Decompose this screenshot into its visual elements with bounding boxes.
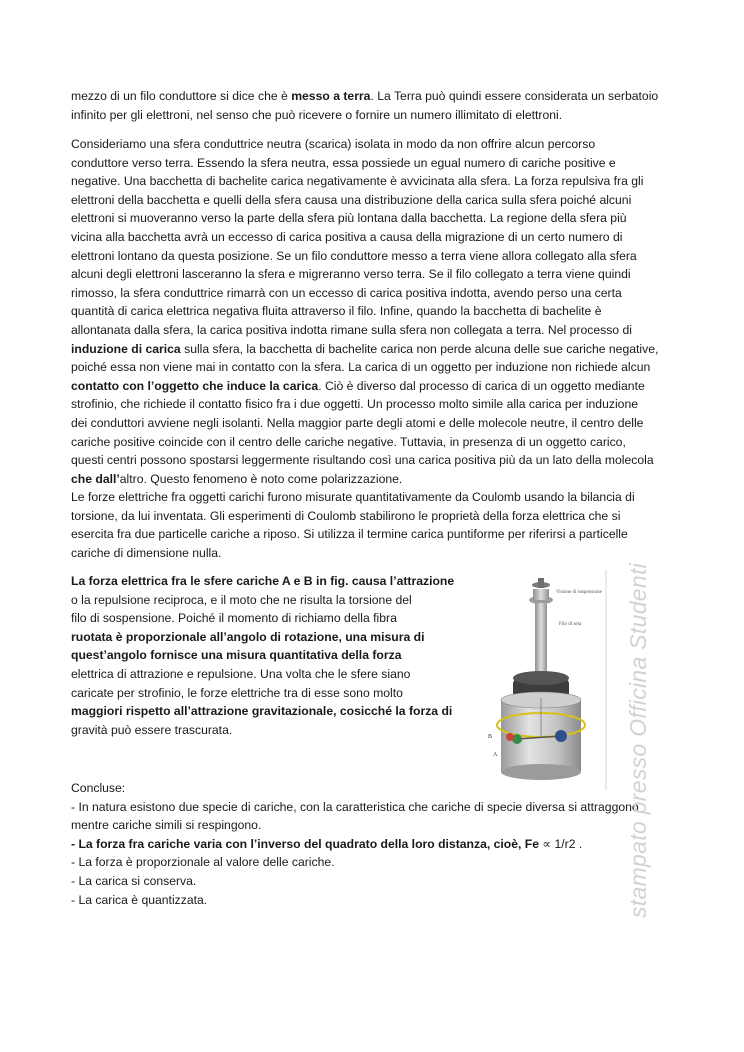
text-line bbox=[71, 284, 677, 303]
figure-label-b: B bbox=[488, 734, 493, 740]
bold-text-segment: - La forza fra cariche varia con l’inverso del quadrato della loro distanza, cioè, Fe bbox=[71, 836, 540, 851]
text-line bbox=[71, 798, 677, 817]
text-segment: quantità di carica elettrica negativa fluita attraverso il filo. Infine, quando la bacchetta di bachelite è bbox=[71, 304, 602, 319]
text-line bbox=[71, 135, 677, 154]
bold-text-segment: maggiori rispetto all’attrazione gravitazionale, cosicché la forza di bbox=[71, 704, 453, 719]
text-line bbox=[71, 321, 677, 340]
text-segment: rimosso, la sfera conduttrice rimarrà con un eccesso di carica positiva indotta, avendo perso una certa bbox=[71, 285, 622, 300]
text-line bbox=[71, 525, 677, 544]
text-line bbox=[71, 265, 677, 284]
text-segment: Consideriamo una sfera conduttrice neutra (scarica) isolata in modo da non offrire alcun percorso bbox=[71, 137, 596, 151]
text-line bbox=[71, 433, 677, 452]
text-line bbox=[71, 609, 443, 628]
figure-label-a: A bbox=[493, 752, 498, 758]
text-segment: . La Terra può quindi essere considerata un serbatoio bbox=[370, 89, 659, 103]
text-line bbox=[71, 247, 677, 266]
text-line bbox=[71, 358, 677, 377]
text-line bbox=[71, 172, 677, 191]
text-segment: mezzo di un filo conduttore si dice che è bbox=[71, 89, 292, 103]
text-segment: dei conduttori avviene negli isolanti. Nella maggior parte degli atomi e delle molecole neutre, il centro delle bbox=[71, 415, 644, 430]
text-line bbox=[71, 302, 677, 321]
paragraph-torsion-balance bbox=[71, 572, 455, 739]
text-line bbox=[71, 572, 455, 591]
text-segment: allontanata dalla sfera, la carica positiva indotta rimane sulla sfera non collegata a terra. Nel processo di bbox=[71, 322, 632, 337]
text-segment: infinito per gli elettroni, nel senso che può ricevere o fornire un numero illimitato di elettroni. bbox=[71, 107, 563, 122]
watermark bbox=[590, 540, 680, 920]
text-line bbox=[71, 665, 443, 684]
text-line bbox=[71, 228, 677, 247]
paragraph-grounding bbox=[71, 87, 677, 124]
text-segment: Le forze elettriche fra oggetti carichi furono misurate quantitativamente da Coulomb usando la bilancia di bbox=[71, 490, 635, 504]
text-segment: altro. Questo fenomeno è noto come polarizzazione. bbox=[119, 471, 403, 486]
text-segment: - In natura esistono due specie di cariche, con la caratteristica che cariche di specie diversa si attraggono bbox=[71, 799, 639, 814]
text-line bbox=[71, 191, 677, 210]
watermark-text: stampato presso Officina Studenti bbox=[625, 562, 651, 918]
text-segment: questi centri possono spostarsi leggermente risultando così una carica positiva più da un lato della molecola bbox=[71, 453, 654, 468]
text-line bbox=[71, 872, 677, 891]
text-line bbox=[71, 591, 443, 610]
bold-text-segment: ruotata è proporzionale all’angolo di rotazione, una misura di bbox=[71, 629, 425, 644]
text-line bbox=[71, 721, 443, 740]
text-line bbox=[71, 395, 677, 414]
text-segment: gravità può essere trascurata. bbox=[71, 722, 233, 737]
text-segment: esercita fra due particelle cariche a riposo. Si utilizza il termine carica puntiforme per riferirsi a particelle bbox=[71, 527, 628, 542]
text-segment: Concluse: bbox=[71, 781, 126, 795]
text-line bbox=[71, 628, 443, 647]
text-line bbox=[71, 816, 677, 835]
text-segment: strofinio, che richiede il contatto fisico fra i due oggetti. Un processo molto simile alla carica per induzione bbox=[71, 397, 638, 412]
text-segment: - La carica si conserva. bbox=[71, 873, 197, 888]
text-line bbox=[71, 87, 677, 106]
text-segment: mentre cariche simili si respingono. bbox=[71, 818, 262, 833]
text-line bbox=[71, 414, 677, 433]
text-line bbox=[71, 451, 677, 470]
text-segment: elettroni lontano da questa posizione. Se un filo conduttore messo a terra viene allora collegato alla sfera bbox=[71, 248, 637, 263]
text-segment: - La forza è proporzionale al valore delle cariche. bbox=[71, 855, 335, 870]
text-segment: o la repulsione reciproca, e il moto che ne risulta la torsione del bbox=[71, 592, 412, 607]
bold-text-segment: che dall’ bbox=[71, 471, 120, 486]
text-segment: - La carica è quantizzata. bbox=[71, 892, 208, 907]
text-segment: sulla sfera, la bacchetta di bachelite carica non perde alcuna delle sue cariche negative, bbox=[180, 341, 659, 356]
paragraph-conclusions bbox=[71, 779, 677, 909]
text-line bbox=[71, 544, 677, 563]
bold-text-segment: contatto con l’oggetto che induce la carica bbox=[71, 378, 319, 393]
text-line bbox=[71, 702, 453, 721]
text-segment: cariche positive coincide con il centro delle cariche negative. Tuttavia, in presenza di un oggetto carico, bbox=[71, 434, 626, 449]
text-line bbox=[71, 646, 443, 665]
text-line bbox=[71, 209, 677, 228]
text-line bbox=[71, 891, 677, 910]
text-line bbox=[71, 106, 677, 125]
bold-text-segment: messo a terra bbox=[291, 89, 371, 103]
text-segment: caricate per strofinio, le forze elettriche tra di esse sono molto bbox=[71, 685, 403, 700]
bold-text-segment: induzione di carica bbox=[71, 341, 181, 356]
figure-label-top: Visione di sospensione bbox=[556, 590, 602, 595]
text-segment: alcuni degli elettroni lasceranno la sfera e migreranno verso terra. Se il filo collegato a terra viene quindi bbox=[71, 267, 631, 282]
text-segment: cariche di dimensione nulla. bbox=[71, 545, 222, 560]
text-segment: elettroni si muoveranno verso la parte della sfera più lontana dalla bacchetta. La regione della sfera più bbox=[71, 211, 627, 226]
text-segment: poiché essa non viene mai in contatto con la sfera. La carica di un oggetto per induzione non richiede alcun bbox=[71, 360, 651, 375]
text-line bbox=[71, 488, 677, 507]
bold-text-segment: La forza elettrica fra le sfere cariche A e B in fig. causa l’attrazione bbox=[71, 574, 455, 588]
text-segment: elettrica di attrazione e repulsione. Una volta che le sfere siano bbox=[71, 666, 411, 681]
text-line bbox=[71, 507, 677, 526]
text-segment: conduttore verso terra. Essendo la sfera neutra, essa possiede un egual numero di cariche positive e bbox=[71, 155, 616, 170]
text-segment: elettroni della bacchetta e quelli della sfera causa una distribuzione della carica sulla sfera poiché alcuni bbox=[71, 192, 632, 207]
text-line bbox=[71, 340, 677, 359]
text-segment: filo di sospensione. Poiché il momento di richiamo della fibra bbox=[71, 611, 397, 626]
text-line bbox=[71, 684, 443, 703]
bold-text-segment: quest’angolo fornisce una misura quantitativa della forza bbox=[71, 648, 402, 663]
text-line bbox=[71, 377, 677, 396]
text-segment: . Ciò è diverso dal processo di carica di un oggetto mediante bbox=[318, 378, 645, 393]
text-segment: torsione, da lui inventata. Gli esperimenti di Coulomb stabilirono le proprietà della forza elettrica che si bbox=[71, 508, 621, 523]
text-segment: negative. Una bacchetta di bachelite carica negativamente è avvicinata alla sfera. La forza repulsiva fra gli bbox=[71, 174, 644, 189]
text-line bbox=[71, 154, 677, 173]
paragraph-coulomb bbox=[71, 488, 677, 562]
text-line bbox=[71, 853, 677, 872]
text-line bbox=[71, 835, 677, 854]
text-line bbox=[71, 470, 677, 489]
text-segment: ∝ 1/r2 . bbox=[539, 836, 583, 851]
paragraph-induction bbox=[71, 135, 677, 488]
figure-label-fibre: Filo di seta bbox=[559, 622, 582, 627]
text-segment: vicina alla bacchetta avrà un eccesso di carica positiva a causa della migrazione di un certo numero di bbox=[71, 229, 623, 244]
